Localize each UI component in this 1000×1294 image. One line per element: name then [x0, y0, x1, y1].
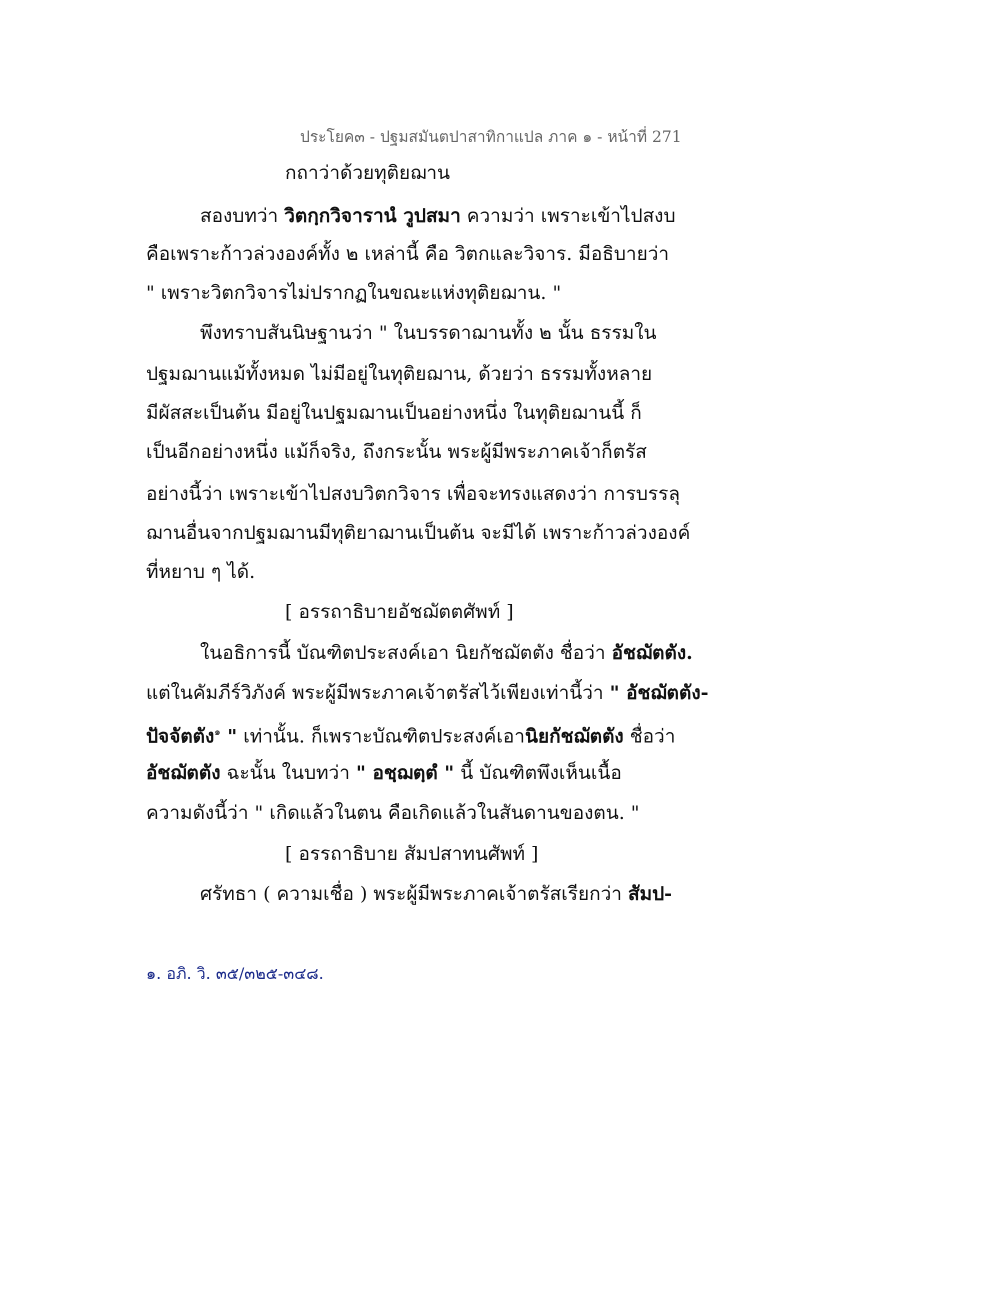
para3-quote-close: " [220, 725, 238, 748]
para1-line3: " เพราะวิตกวิจารไม่ปรากฏในขณะแห่งทุติยฌาน. " [146, 282, 562, 304]
para3-text: ฉะนั้น ในบทว่า [220, 762, 356, 784]
para3-quote-term: ปัจจัตตัง [146, 725, 215, 748]
para1-line1 [200, 203, 706, 229]
para3-term: อัชฌัตตัง. [611, 642, 693, 664]
para3-line4 [146, 760, 706, 786]
para1-pali-term: วิตกฺกวิจารานํ วูปสมา [284, 205, 461, 227]
footnote-marker: ๑ [214, 727, 221, 738]
section-heading-sampasadana: [ อรรถาธิบาย สัมปสาทนศัพท์ ] [285, 843, 539, 865]
para2-line1: พึงทราบสันนิษฐานว่า " ในบรรดาฌานทั้ง ๒ นั้น ธรรมใน [200, 322, 657, 344]
para3-term: อัชฌัตตัง [146, 762, 221, 784]
para3-term: นิยกัชฌัตตัง [524, 725, 624, 748]
para3-line5: ความดังนี้ว่า " เกิดแล้วในตน คือเกิดแล้วในสันดานของตน. " [146, 802, 640, 824]
para3-line3 [146, 720, 706, 749]
para3-text: เท่านั้น. ก็เพราะบัณฑิตประสงค์เอา [237, 725, 525, 748]
section-heading-second-jhana: กถาว่าด้วยทุติยฌาน [285, 162, 451, 184]
para3-line2 [146, 680, 709, 706]
para2-line6: ฌานอื่นจากปฐมฌานมีทุติยาฌานเป็นต้น จะมีได้ เพราะก้าวล่วงองค์ [146, 522, 691, 544]
para3-text: ในอธิการนี้ บัณฑิตประสงค์เอา นิยกัชฌัตตัง ชื่อว่า [200, 642, 612, 664]
para1-text: ความว่า เพราะเข้าไปสงบ [460, 205, 676, 227]
footnote: ๑. อภิ. วิ. ๓๕/๓๒๕-๓๔๘. [146, 964, 324, 983]
para2-line7: ที่หยาบ ๆ ได้. [146, 561, 256, 583]
para3-pali-term: " อชฺฌตฺตํ " [355, 762, 455, 784]
para4-term: สัมป- [628, 883, 673, 905]
para3-text: นี้ บัณฑิตพึงเห็นเนื้อ [454, 762, 622, 784]
para2-line2: ปฐมฌานแม้ทั้งหมด ไม่มีอยู่ในทุติยฌาน, ด้วยว่า ธรรมทั้งหลาย [146, 363, 653, 385]
running-header: ประโยค๓ - ปฐมสมันตปาสาทิกาแปล ภาค ๑ - หน้าที่ 271 [300, 128, 682, 146]
para1-text: สองบทว่า [200, 205, 285, 227]
para2-line4: เป็นอีกอย่างหนึ่ง แม้ก็จริง, ถึงกระนั้น พระผู้มีพระภาคเจ้าก็ตรัส [146, 441, 647, 463]
para3-text: แต่ในคัมภีร์วิภังค์ พระผู้มีพระภาคเจ้าตรัสไว้เพียงเท่านี้ว่า [146, 682, 610, 704]
para3-quote-term: " อัชฌัตตัง- [609, 682, 709, 704]
para2-line5: อย่างนี้ว่า เพราะเข้าไปสงบวิตกวิจาร เพื่อจะทรงแสดงว่า การบรรลุ [146, 483, 680, 505]
para3-text: ชื่อว่า [623, 725, 676, 748]
section-heading-ajjhatta: [ อรรถาธิบายอัชฌัตตศัพท์ ] [285, 601, 514, 623]
para1-line2: คือเพราะก้าวล่วงองค์ทั้ง ๒ เหล่านี้ คือ วิตกและวิจาร. มีอธิบายว่า [146, 243, 670, 265]
para2-line3: มีผัสสะเป็นต้น มีอยู่ในปฐมฌานเป็นอย่างหนึ่ง ในทุติยฌานนี้ ก็ [146, 402, 642, 424]
para3-line1 [200, 640, 706, 666]
para4-line1 [200, 881, 706, 907]
para4-text: ศรัทธา ( ความเชื่อ ) พระผู้มีพระภาคเจ้าตรัสเรียกว่า [200, 883, 628, 905]
